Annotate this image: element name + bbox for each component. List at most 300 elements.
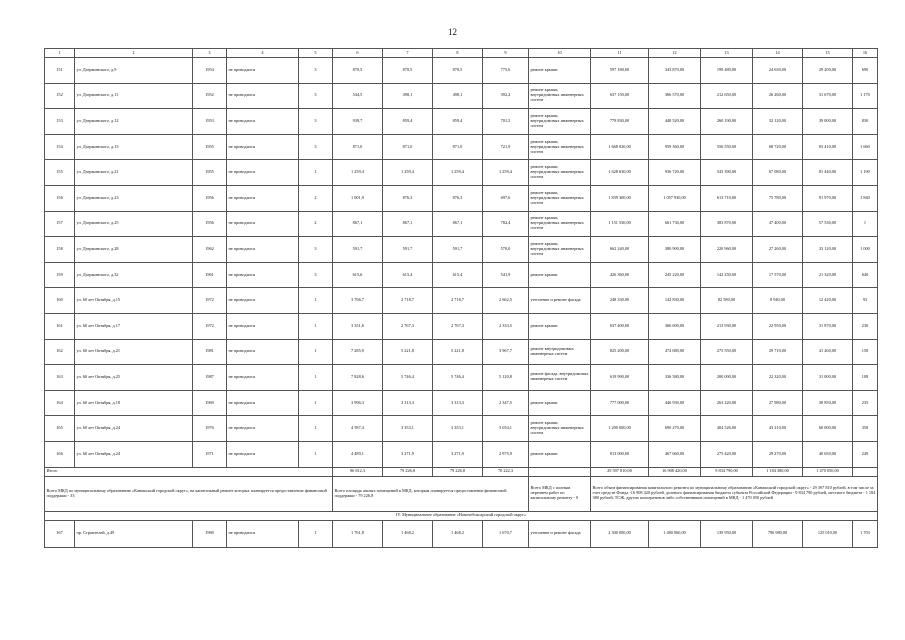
table-cell: 779 830,00 xyxy=(591,109,649,135)
table-cell: 3 313,3 xyxy=(433,390,483,416)
table-cell: 41 260,00 xyxy=(803,339,853,365)
table-row xyxy=(45,313,878,339)
table-row xyxy=(45,160,878,186)
table-cell: 249 xyxy=(853,441,878,467)
table-cell: ремонт крыши, внутридомовых инженерных систем xyxy=(529,211,591,237)
column-number: 8 xyxy=(433,49,483,58)
column-number: 15 xyxy=(803,49,853,58)
table-cell: ремонт крыши, внутридомовых инженерных систем xyxy=(529,160,591,186)
table-cell: ул. Дзержинского, д.11 xyxy=(75,83,193,109)
table-cell: не проводился xyxy=(227,160,299,186)
table-cell: 248 330,00 xyxy=(591,288,649,314)
table-cell: 498,1 xyxy=(433,83,483,109)
total-label: Итого xyxy=(45,467,333,476)
table-cell: 1 xyxy=(299,365,333,391)
table-cell: 1 668 020,00 xyxy=(591,134,649,160)
table-cell: 31 870,00 xyxy=(803,313,853,339)
table-cell: 1 468,2 xyxy=(433,520,483,547)
table-cell: 3 xyxy=(299,262,333,288)
table-cell: 2 300 000,00 xyxy=(591,520,649,547)
table-cell: 383 870,00 xyxy=(701,211,753,237)
table-cell: 5 746,4 xyxy=(433,365,483,391)
total-cell: 1 470 050,00 xyxy=(803,467,853,476)
total-cell xyxy=(529,467,591,476)
table-cell: 260 190,00 xyxy=(701,109,753,135)
column-number: 14 xyxy=(753,49,803,58)
table-cell: 3 996,3 xyxy=(333,390,383,416)
table-cell: 498,1 xyxy=(383,83,433,109)
table-cell: ремонт крыши, внутридомовых инженерных систем xyxy=(529,83,591,109)
table-cell: 2 767,3 xyxy=(433,313,483,339)
table-cell: 859,4 xyxy=(433,109,483,135)
table-cell: 22 320,00 xyxy=(753,365,803,391)
table-cell: не проводился xyxy=(227,109,299,135)
table-cell: 859,4 xyxy=(383,109,433,135)
table-cell: 81 440,00 xyxy=(803,160,853,186)
table-cell: 366 570,00 xyxy=(649,83,701,109)
column-number: 7 xyxy=(383,49,433,58)
table-cell: 38 850,00 xyxy=(803,390,853,416)
table-cell: 29 710,00 xyxy=(753,339,803,365)
table-cell: 1 xyxy=(299,390,333,416)
table-cell: ул. Дзержинского, д.25 xyxy=(75,211,193,237)
table-cell: 1956 xyxy=(193,211,227,237)
column-number: 5 xyxy=(299,49,333,58)
table-cell: 108 xyxy=(853,365,878,391)
table-row xyxy=(45,211,878,237)
table-cell: 159 xyxy=(45,262,75,288)
column-number-row xyxy=(45,49,878,58)
table-cell: 3 967,7 xyxy=(483,339,529,365)
table-cell: 83 410,00 xyxy=(803,134,853,160)
section-title: IV. Муниципальное образование «Новочебоксарский городской округ» xyxy=(45,511,878,520)
table-cell: 543 390,00 xyxy=(701,160,753,186)
table-cell: 3 353,1 xyxy=(433,416,483,442)
table-cell: 591,7 xyxy=(383,237,433,263)
table-cell: 3 xyxy=(299,83,333,109)
table-cell: 796 980,00 xyxy=(753,520,803,547)
table-cell: 155 xyxy=(45,160,75,186)
table-cell: ул. 60 лет Октября, д.24 xyxy=(75,441,193,467)
table-cell: 31 000,00 xyxy=(803,365,853,391)
total-cell: 9 834 790,00 xyxy=(701,467,753,476)
table-cell: 1953 xyxy=(193,109,227,135)
table-cell: 1 001,9 xyxy=(333,185,383,211)
table-cell: 275 420,00 xyxy=(701,441,753,467)
table-cell: 640 xyxy=(853,262,878,288)
table-cell: 60 000,00 xyxy=(803,416,853,442)
table-cell: 3 xyxy=(299,134,333,160)
table-cell: 936 720,00 xyxy=(649,160,701,186)
table-cell: 142 250,00 xyxy=(701,262,753,288)
table-row xyxy=(45,339,878,365)
table-cell: 1 468,2 xyxy=(383,520,433,547)
register-table xyxy=(44,48,878,548)
table-cell: 165 xyxy=(45,416,75,442)
table-cell: не проводился xyxy=(227,83,299,109)
table-cell: 263 220,00 xyxy=(701,390,753,416)
table-cell: 2 718,7 xyxy=(433,288,483,314)
table-cell: 426 360,00 xyxy=(591,262,649,288)
table-cell: 870,5 xyxy=(433,58,483,84)
table-cell: 1 660 xyxy=(853,134,878,160)
table-cell: ремонт фасада, внутридомовых инженерных систем xyxy=(529,365,591,391)
table-cell: 166 xyxy=(45,441,75,467)
table-cell: 125 010,00 xyxy=(803,520,853,547)
table-cell: 1 000 xyxy=(853,237,878,263)
table-cell: 57 530,00 xyxy=(803,211,853,237)
table-cell: 871,0 xyxy=(433,134,483,160)
table-cell: 22 950,00 xyxy=(753,313,803,339)
table-cell: 3 353,1 xyxy=(383,416,433,442)
table-cell: 1955 xyxy=(193,160,227,186)
table-cell: 1981 xyxy=(193,339,227,365)
table-cell: 1972 xyxy=(193,313,227,339)
table-cell: 158 xyxy=(45,237,75,263)
table-cell: 2 xyxy=(299,185,333,211)
table-cell: 661 730,00 xyxy=(649,211,701,237)
table-cell: 7 285,9 xyxy=(333,339,383,365)
table-cell: 12 420,00 xyxy=(803,288,853,314)
table-cell: 7 828,6 xyxy=(333,365,383,391)
column-number: 4 xyxy=(227,49,299,58)
total-cell: 96 812,3 xyxy=(333,467,383,476)
table-cell: ул. 60 лет Октября, д.18 xyxy=(75,390,193,416)
total-cell: 79 226,8 xyxy=(383,467,433,476)
table-cell: 39 000,00 xyxy=(803,109,853,135)
table-cell: 597 180,00 xyxy=(591,58,649,84)
table-cell: ул. Дзержинского, д.23 xyxy=(75,185,193,211)
table-cell: 160 xyxy=(45,288,75,314)
table-cell: ремонт крыши xyxy=(529,58,591,84)
table-cell: ремонт крыши, внутридомовых инженерных систем xyxy=(529,185,591,211)
table-cell: 3 313,3 xyxy=(383,390,433,416)
table-cell: 43 210,00 xyxy=(753,416,803,442)
table-cell: 870,5 xyxy=(333,58,383,84)
table-cell: 1 190 xyxy=(853,160,878,186)
table-cell: 867,1 xyxy=(383,211,433,237)
table-cell: 830 xyxy=(853,109,878,135)
total-cell: 16 908 420,00 xyxy=(649,467,701,476)
table-cell: 777 000,00 xyxy=(591,390,649,416)
table-cell: 82 580,00 xyxy=(701,288,753,314)
table-cell: 392,2 xyxy=(483,83,529,109)
total-cell: 1 184 380,00 xyxy=(753,467,803,476)
table-cell: 154 xyxy=(45,134,75,160)
column-number: 10 xyxy=(529,49,591,58)
table-cell: 5 221,8 xyxy=(383,339,433,365)
table-cell: 336 580,00 xyxy=(649,365,701,391)
table-row xyxy=(45,390,878,416)
table-cell: утепление и ремонт фасада xyxy=(529,520,591,547)
table-cell: 1 xyxy=(853,211,878,237)
table-row xyxy=(45,441,878,467)
table-cell: 5 221,8 xyxy=(433,339,483,365)
table-cell: 1 670,7 xyxy=(483,520,529,547)
table-cell: 3 xyxy=(299,109,333,135)
column-number: 13 xyxy=(701,49,753,58)
column-number: 16 xyxy=(853,49,878,58)
table-cell: 782,4 xyxy=(483,211,529,237)
table-cell: 32 120,00 xyxy=(753,109,803,135)
table-cell: 1980 xyxy=(193,520,227,547)
page-number: 12 xyxy=(448,27,457,37)
table-cell: 813 000,00 xyxy=(591,441,649,467)
table-cell: 871,0 xyxy=(333,134,383,160)
table-row xyxy=(45,365,878,391)
table-cell: 721,9 xyxy=(483,134,529,160)
table-cell: 153 xyxy=(45,109,75,135)
table-cell: 1962 xyxy=(193,237,227,263)
table-cell: ул. 60 лет Октября, д.17 xyxy=(75,313,193,339)
table-cell: 3 054,1 xyxy=(483,416,529,442)
table-cell: 1961 xyxy=(193,262,227,288)
table-cell: 637 150,00 xyxy=(591,83,649,109)
table-cell: 1 xyxy=(299,520,333,547)
table-cell: 161 xyxy=(45,313,75,339)
table-cell: 1 xyxy=(299,160,333,186)
table-cell: ремонт крыши, внутридомовых инженерных систем xyxy=(529,237,591,263)
table-cell: 1 259,4 xyxy=(433,160,483,186)
table-cell: 613 710,00 xyxy=(701,185,753,211)
table-cell: 2 975,9 xyxy=(483,441,529,467)
table-cell: 163 xyxy=(45,365,75,391)
table-cell: 615,4 xyxy=(433,262,483,288)
table-cell: ремонт крыши xyxy=(529,441,591,467)
table-cell: 867,1 xyxy=(433,211,483,237)
table-cell: 31 670,00 xyxy=(803,83,853,109)
table-cell: не проводился xyxy=(227,211,299,237)
table-cell: 27 980,00 xyxy=(753,390,803,416)
table-cell: ул. Дзержинского, д.32 xyxy=(75,262,193,288)
table-row xyxy=(45,185,878,211)
table-cell: ул. Дзержинского, д.21 xyxy=(75,160,193,186)
table-cell: 1 840 xyxy=(853,185,878,211)
summary-text-d: Всего объем финансирования капитального ремонта по муниципальному образованию «Канашский городской округ» - 29 397 810 рублей, в том числе за счет средств Фонда -16 908 420 рублей, долевого финансирования бюджета субъекта Российской Федерации - 9 834 790 рублей, местного бюджета - 1 184 380 рублей, ТСЖ, других кооперативов либо собственников помещений в МКД - 1 470 050 рублей xyxy=(591,476,878,511)
table-cell: 29 270,00 xyxy=(753,441,803,467)
table-cell: 366 690,00 xyxy=(649,313,701,339)
table-cell: 26 260,00 xyxy=(753,83,803,109)
table-cell: не проводился xyxy=(227,520,299,547)
table-cell: 1 xyxy=(299,313,333,339)
table-cell: 690 xyxy=(853,58,878,84)
table-cell: 3 xyxy=(299,58,333,84)
table-cell: ремонт крыши, внутридомовых инженерных систем xyxy=(529,109,591,135)
table-cell: 3 766,7 xyxy=(333,288,383,314)
summary-row xyxy=(45,476,878,511)
table-cell: 245 220,00 xyxy=(649,262,701,288)
table-cell: 1 839 300,00 xyxy=(591,185,649,211)
table-cell: 867,1 xyxy=(333,211,383,237)
summary-text-b: Всего площадь жилых помещений в МКД, которым планируется предоставление финансовой поддержки - 79 226,8 xyxy=(333,476,529,511)
table-row xyxy=(45,520,878,547)
table-cell: 213 930,00 xyxy=(701,313,753,339)
table-cell: ул. Дзержинского, д.12 xyxy=(75,109,193,135)
total-row xyxy=(45,467,878,476)
table-cell: 1 xyxy=(299,339,333,365)
table-cell: 1 057 930,00 xyxy=(649,185,701,211)
table-cell: 619 990,00 xyxy=(591,365,649,391)
table-cell: 662 240,00 xyxy=(591,237,649,263)
table-cell: 1976 xyxy=(193,416,227,442)
table-cell: 230 xyxy=(853,313,878,339)
table-cell: 91 970,00 xyxy=(803,185,853,211)
table-cell: 2 662,5 xyxy=(483,288,529,314)
table-cell: утепление и ремонт фасада xyxy=(529,288,591,314)
table-cell: 1 xyxy=(299,288,333,314)
section-title-row xyxy=(45,511,878,520)
table-cell: ремонт крыши xyxy=(529,390,591,416)
table-cell: не проводился xyxy=(227,288,299,314)
table-cell: 959 360,00 xyxy=(649,134,701,160)
table-cell: 1 259,4 xyxy=(483,160,529,186)
table-cell: не проводился xyxy=(227,441,299,467)
table-cell: не проводился xyxy=(227,237,299,263)
table-cell: 1 200 000,00 xyxy=(591,416,649,442)
table-cell: 162 xyxy=(45,339,75,365)
table-cell: 40 650,00 xyxy=(803,441,853,467)
table-cell: 591,7 xyxy=(433,237,483,263)
table-cell: 212 650,00 xyxy=(701,83,753,109)
table-cell: 75 780,00 xyxy=(753,185,803,211)
total-cell: 79 226,8 xyxy=(433,467,483,476)
table-cell: 1972 xyxy=(193,288,227,314)
table-cell: 142 830,00 xyxy=(649,288,701,314)
table-cell: 2 xyxy=(299,211,333,237)
table-cell: 164 xyxy=(45,390,75,416)
table-cell: 2 718,7 xyxy=(383,288,433,314)
table-cell: 1987 xyxy=(193,365,227,391)
table-cell: не проводился xyxy=(227,390,299,416)
table-cell: 24 630,00 xyxy=(753,58,803,84)
table-row xyxy=(45,262,878,288)
column-number: 6 xyxy=(333,49,383,58)
table-cell: 199 480,00 xyxy=(701,58,753,84)
table-cell: 876,3 xyxy=(433,185,483,211)
table-row xyxy=(45,134,878,160)
table-cell: 939,7 xyxy=(333,109,383,135)
table-cell: 2 767,3 xyxy=(383,313,433,339)
table-cell: 343 870,00 xyxy=(649,58,701,84)
table-row xyxy=(45,83,878,109)
table-cell: ремонт крыши xyxy=(529,262,591,288)
table-cell: 556 550,00 xyxy=(701,134,753,160)
table-cell: 158 xyxy=(853,339,878,365)
table-cell: 2 333,5 xyxy=(483,313,529,339)
table-cell: 275 550,00 xyxy=(701,339,753,365)
table-cell: 358 xyxy=(853,416,878,442)
table-cell: 5 746,4 xyxy=(383,365,433,391)
table-cell: 701,5 xyxy=(483,109,529,135)
table-cell: 1 480 060,00 xyxy=(649,520,701,547)
table-cell: ремонт крыши, внутридомовых инженерных систем xyxy=(529,134,591,160)
table-cell: не проводился xyxy=(227,313,299,339)
table-cell: 1955 xyxy=(193,134,227,160)
table-row xyxy=(45,416,878,442)
column-number: 9 xyxy=(483,49,529,58)
table-cell: 17 570,00 xyxy=(753,262,803,288)
table-cell: 615,6 xyxy=(333,262,383,288)
table-cell: 637 400,00 xyxy=(591,313,649,339)
table-cell: ул. 60 лет Октября, д.15 xyxy=(75,288,193,314)
table-cell: 544,5 xyxy=(333,83,383,109)
table-cell: ремонт крыши xyxy=(529,313,591,339)
table-cell: 1 761,8 xyxy=(333,520,383,547)
table-cell: 33 120,00 xyxy=(803,237,853,263)
table-cell: ремонт крыши, внутридомовых инженерных систем xyxy=(529,416,591,442)
table-cell: 93 xyxy=(853,288,878,314)
table-cell: 1 703 xyxy=(853,520,878,547)
table-cell: не проводился xyxy=(227,58,299,84)
table-cell: 139 950,00 xyxy=(701,520,753,547)
table-cell: 1971 xyxy=(193,441,227,467)
table-cell: 570,0 xyxy=(483,237,529,263)
table-cell: 152 xyxy=(45,83,75,109)
table-cell: 380 900,00 xyxy=(649,237,701,263)
table-cell: 1 628 630,00 xyxy=(591,160,649,186)
table-cell: 697,6 xyxy=(483,185,529,211)
table-cell: 871,0 xyxy=(383,134,433,160)
table-cell: 4 489,1 xyxy=(333,441,383,467)
table-cell: 27 260,00 xyxy=(753,237,803,263)
table-cell: 615,4 xyxy=(383,262,433,288)
table-cell: ул. 60 лет Октября, д.24 xyxy=(75,416,193,442)
table-row xyxy=(45,58,878,84)
table-cell: 220 960,00 xyxy=(701,237,753,263)
table-cell: не проводился xyxy=(227,262,299,288)
table-cell: 3 351,6 xyxy=(333,313,383,339)
table-cell: ремонт внутридомовых инженерных систем xyxy=(529,339,591,365)
table-cell: ул. 60 лет Октября, д.25 xyxy=(75,365,193,391)
table-cell: 5 120,8 xyxy=(483,365,529,391)
table-cell: 8 940,00 xyxy=(753,288,803,314)
summary-text-c: Всего МКД с полным перечнем работ по капитальному ремонту - 0 xyxy=(529,476,591,511)
table-cell: 1969 xyxy=(193,390,227,416)
table-cell: 448 520,00 xyxy=(649,109,701,135)
table-cell: 29 200,00 xyxy=(803,58,853,84)
register-table-sheet xyxy=(44,48,877,548)
table-cell: 1 151 530,00 xyxy=(591,211,649,237)
table-cell: 870,5 xyxy=(383,58,433,84)
table-cell: ул. 60 лет Октября, д.21 xyxy=(75,339,193,365)
table-cell: 167 xyxy=(45,520,75,547)
total-cell: 29 397 810,00 xyxy=(591,467,649,476)
column-number: 3 xyxy=(193,49,227,58)
table-cell: 1954 xyxy=(193,58,227,84)
table-cell: 1952 xyxy=(193,83,227,109)
table-cell: ул. Дзержинского, д.28 xyxy=(75,237,193,263)
table-cell: 876,3 xyxy=(383,185,433,211)
table-cell: ул. Дзержинского, д.9 xyxy=(75,58,193,84)
table-cell: 68 720,00 xyxy=(753,134,803,160)
table-row xyxy=(45,237,878,263)
table-cell: не проводился xyxy=(227,134,299,160)
column-number: 2 xyxy=(75,49,193,58)
table-cell: не проводился xyxy=(227,365,299,391)
column-number: 1 xyxy=(45,49,75,58)
table-cell: 1 xyxy=(299,416,333,442)
summary-text-a: Всего МКД по муниципальному образованию «Канашский городской округ», на капитальный ремонт которых планируется предоставление финансовой поддержки - 33 xyxy=(45,476,333,511)
table-cell: 21 320,00 xyxy=(803,262,853,288)
table-cell: 156 xyxy=(45,185,75,211)
table-cell: 3 271,9 xyxy=(433,441,483,467)
table-cell: 474 680,00 xyxy=(649,339,701,365)
table-cell: не проводился xyxy=(227,185,299,211)
table-cell: 404 526,00 xyxy=(701,416,753,442)
table-row xyxy=(45,109,878,135)
table-cell: 4 587,4 xyxy=(333,416,383,442)
table-cell: 541,9 xyxy=(483,262,529,288)
